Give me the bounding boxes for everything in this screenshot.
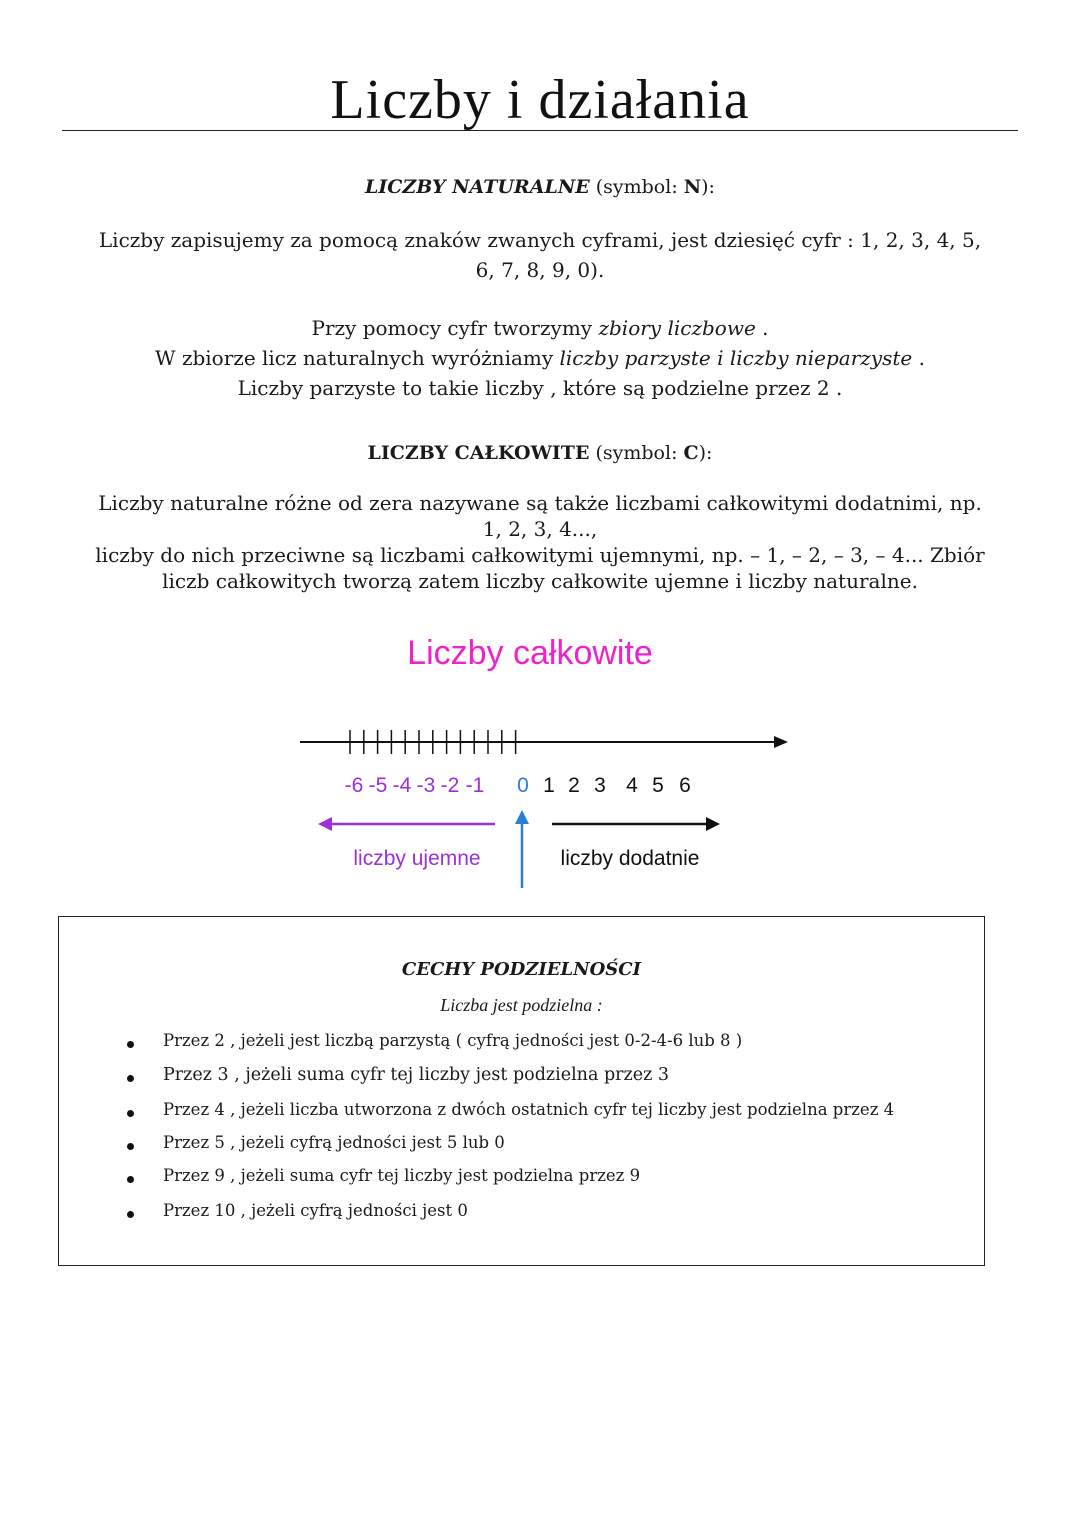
tick-label: -2 [440,774,460,797]
natural-heading-name: LICZBY NATURALNE [365,176,590,198]
diagram-title: Liczby całkowite [407,634,653,672]
tick-label: -1 [465,774,485,797]
natural-p1-line1: Liczby zapisujemy za pomocą znaków zwanych cyframi, jest dziesięć cyfr : 1, 2, 3, 4, 5, [98,228,982,252]
integers-paragraph [20,490,1060,594]
positive-label: liczby dodatnie [560,847,700,870]
tick-label: 0 [517,774,529,797]
bullet-icon [127,1110,134,1117]
bullet-icon [127,1211,134,1218]
number-line-diagram [290,712,810,892]
number-line-axis-arrowhead [774,736,788,748]
tick-label: 6 [679,774,691,797]
negative-arrowhead [318,817,332,831]
tick-label: 1 [543,774,555,797]
integers-line2: 1, 2, 3, 4..., [482,517,598,541]
tick-label: 5 [652,774,664,797]
natural-p2-line1: Przy pomocy cyfr tworzymy zbiory liczbowe . [311,316,769,340]
integers-heading-name: LICZBY CAŁKOWITE [367,442,590,464]
bullet-icon [127,1041,134,1048]
divisibility-box: CECHY PODZIELNOŚCI Liczba jest podzielna : Przez 2 , jeżeli jest liczbą parzystą ( cyfrą jedności jest 0-2-4-6 lub 8 ) Przez 3 , jeżeli suma cyfr tej liczby jest podzielna przez 3 Przez 4 , jeżeli liczba utworzona z dwóch ostatnich cyfr tej liczby jest podzielna przez 4 Przez 5 , jeżeli cyfrą jedności jest 5 lub 0 Przez 9 , jeżeli suma cyfr tej liczby jest podzielna przez 9 Przez 10 , jeżeli cyfrą jedności jest 0 [58,916,985,1266]
bullet-icon [127,1176,134,1183]
integers-symbol: C [683,442,699,464]
zero-arrowhead [515,810,529,824]
natural-p1-line2: 6, 7, 8, 9, 0). [475,258,605,282]
natural-heading [40,176,1040,198]
integers-heading [40,442,1040,464]
natural-p2-line3: Liczby parzyste to takie liczby , które są podzielne przez 2 . [237,376,843,400]
title-underline [62,130,1018,131]
page-title: Liczby i działania [330,69,750,131]
tick-label: 2 [568,774,580,797]
integers-heading-post: ): [698,442,713,464]
tick-label: -3 [416,774,436,797]
integers-line1: Liczby naturalne różne od zera nazywane są także liczbami całkowitymi dodatnimi, np. [98,491,982,515]
tick-labels [345,774,691,797]
natural-heading-post: ): [701,176,715,198]
natural-heading-pre: (symbol: [589,176,684,198]
natural-symbol: N [683,176,702,198]
tick-label: -6 [344,774,364,797]
bullet-icon [127,1075,134,1082]
divisibility-subtitle: Liczba jest podzielna : [440,995,603,1015]
integers-line3: liczby do nich przeciwne są liczbami całkowitymi ujemnymi, np. – 1, – 2, – 3, – 4... Zbiór [95,543,985,567]
integers-heading-pre: (symbol: [589,442,684,464]
bullet-icon [127,1143,134,1150]
natural-paragraph-2 [40,313,1040,403]
tick-label: -5 [368,774,388,797]
tick-label: -4 [392,774,412,797]
tick-label: 3 [594,774,606,797]
tick-label: 4 [626,774,638,797]
divisibility-title: CECHY PODZIELNOŚCI [401,959,642,980]
natural-paragraph-1 [40,225,1040,285]
positive-arrowhead [706,817,720,831]
natural-p2-line2: W zbiorze licz naturalnych wyróżniamy liczby parzyste i liczby nieparzyste . [155,346,925,370]
negative-label: liczby ujemne [353,847,481,870]
integers-line4: liczb całkowitych tworzą zatem liczby całkowite ujemne i liczby naturalne. [162,569,918,593]
